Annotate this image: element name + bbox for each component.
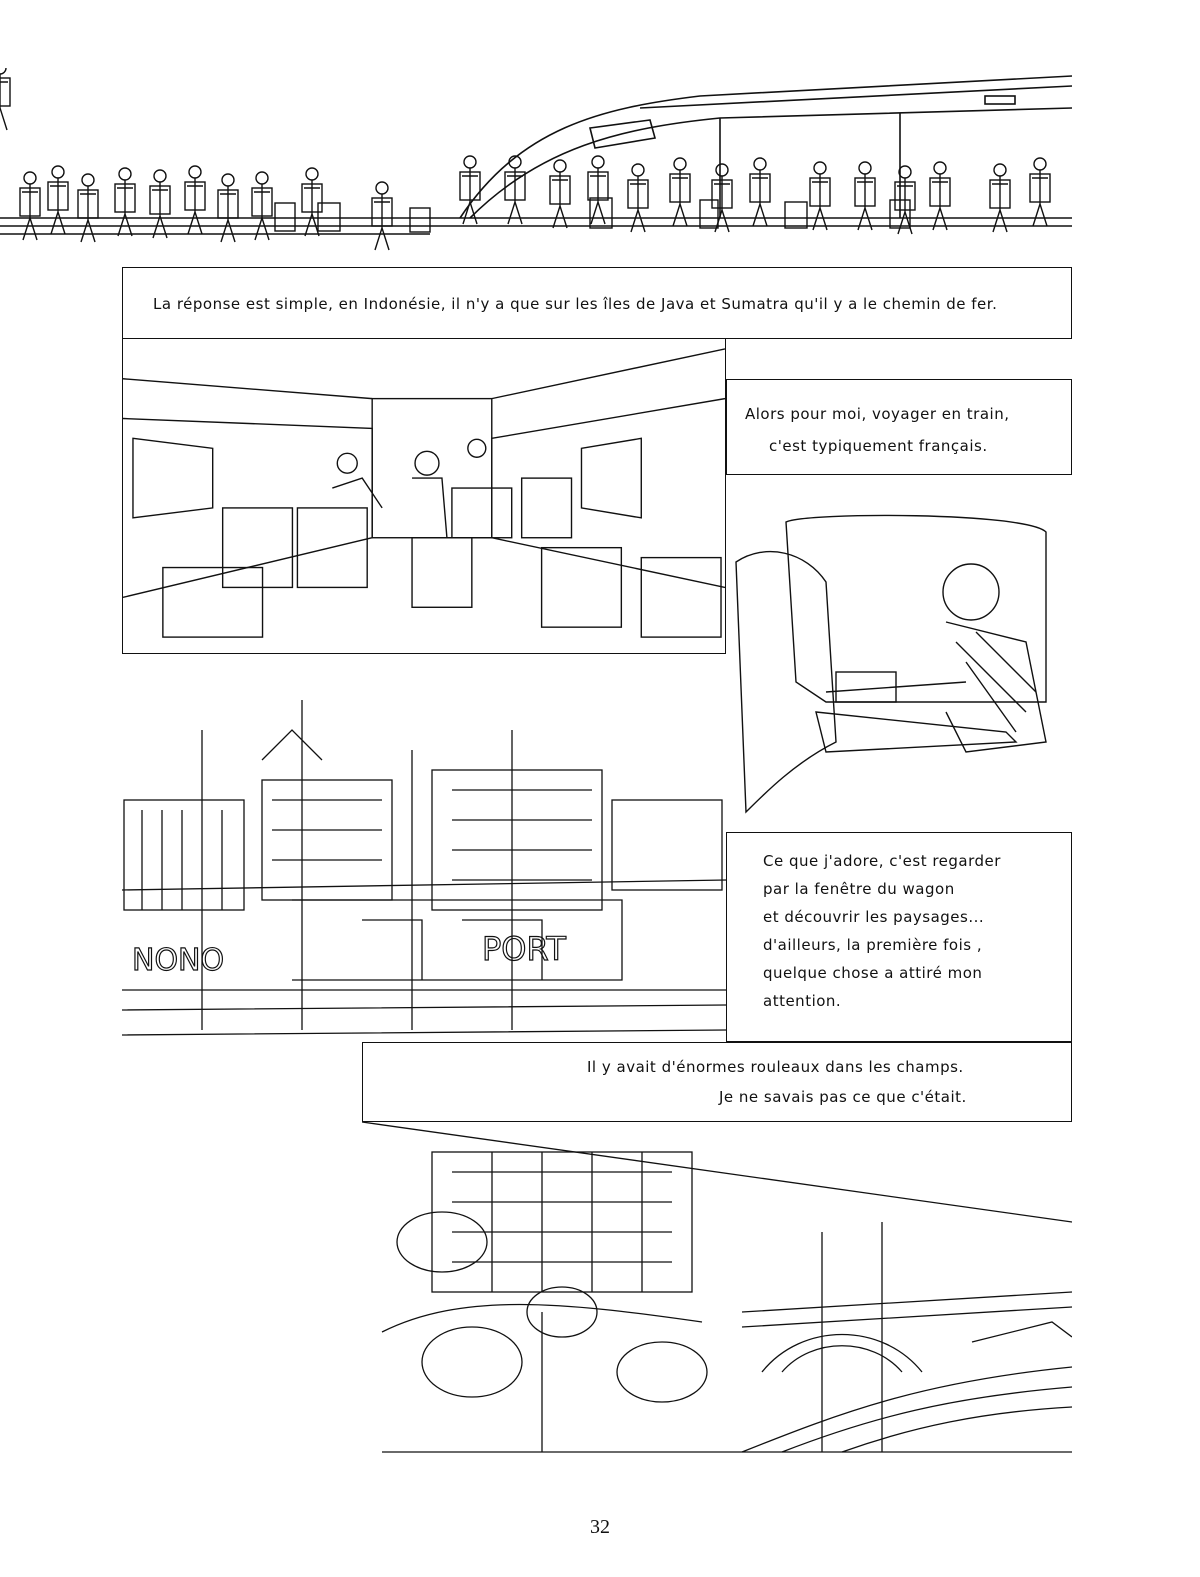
caption-line: et découvrir les paysages... bbox=[763, 908, 985, 926]
caption-text: La réponse est simple, en Indonésie, il n'y a que sur les îles de Java et Sumatra qu'il y a le chemin de fer. bbox=[153, 295, 998, 313]
panel-woman-window bbox=[726, 512, 1072, 832]
panel-city-view bbox=[122, 690, 726, 1040]
page-number: 32 bbox=[590, 1516, 610, 1538]
graffiti-nono: NONO bbox=[132, 943, 225, 978]
caption-line: Alors pour moi, voyager en train, bbox=[745, 405, 1010, 423]
caption-line: attention. bbox=[763, 992, 842, 1010]
caption-line: d'ailleurs, la première fois , bbox=[763, 936, 983, 954]
caption-line: par la fenêtre du wagon bbox=[763, 880, 955, 898]
panel-railway-landscape bbox=[362, 1122, 1072, 1454]
caption-line: quelque chose a attiré mon bbox=[763, 964, 983, 982]
panel-train-interior bbox=[122, 338, 726, 654]
caption-rouleaux bbox=[362, 1042, 1072, 1122]
caption-line: Ce que j'adore, c'est regarder bbox=[763, 852, 1001, 870]
caption-reponse bbox=[122, 267, 1072, 339]
panel-platform-crowd bbox=[0, 68, 1072, 266]
caption-fenetre-wagon bbox=[726, 832, 1072, 1042]
caption-line: c'est typiquement français. bbox=[769, 437, 988, 455]
caption-line: Je ne savais pas ce que c'était. bbox=[719, 1088, 967, 1106]
caption-line: Il y avait d'énormes rouleaux dans les champs. bbox=[587, 1058, 964, 1076]
graffiti-port: PORT bbox=[482, 930, 566, 968]
caption-voyager-train bbox=[726, 379, 1072, 475]
